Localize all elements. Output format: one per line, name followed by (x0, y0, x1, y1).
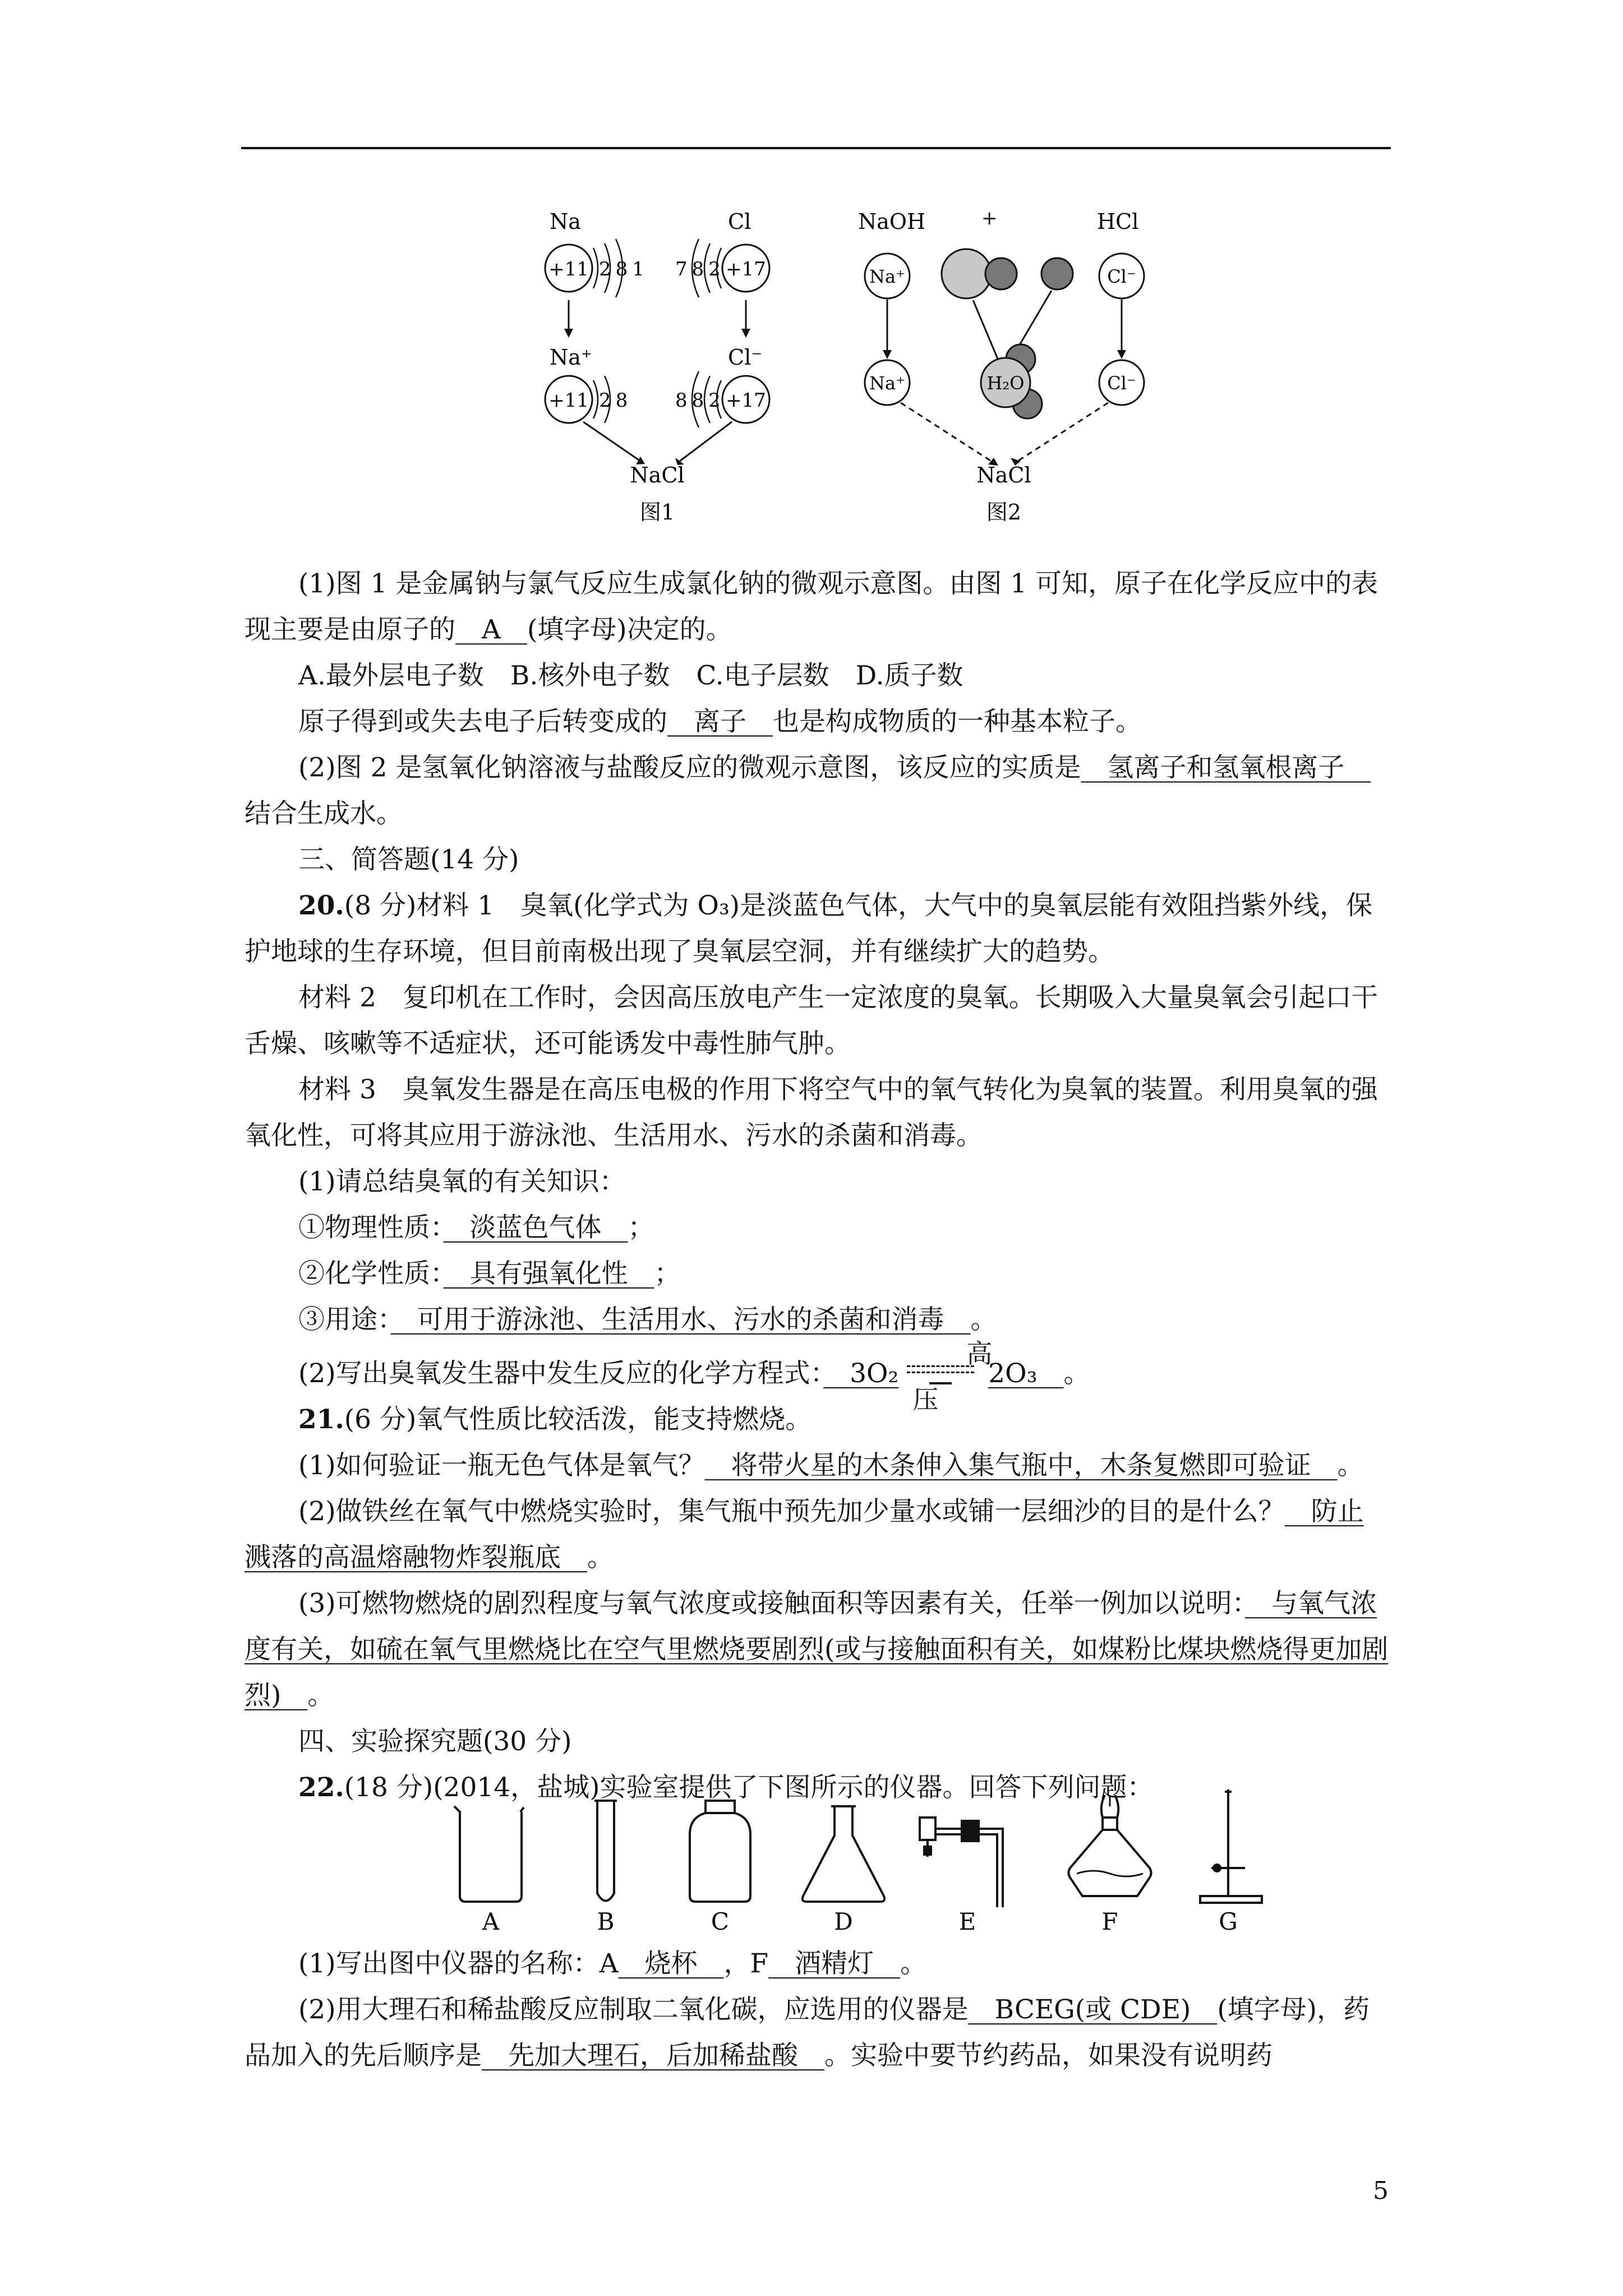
q22-sub1: (1)写出图中仪器的名称：A 烧杯 ，F 酒精灯 。 (298, 1948, 927, 1979)
beaker-icon (454, 1806, 524, 1902)
funnel-tube-stopper-icon (920, 1818, 1003, 1907)
q22-body (245, 1941, 1389, 2079)
na-shells: 281 (599, 258, 649, 280)
q21-sub1: (1)如何验证一瓶无色气体是氧气？ 将带火星的木条伸入集气瓶中，木条复燃即可验证 。 (298, 1450, 1364, 1481)
cl-label: Cl (728, 209, 751, 234)
cl-ion-core: +17 (726, 389, 766, 412)
cl-core: +17 (726, 258, 766, 280)
question-body (245, 561, 1389, 1811)
q20-physical: ①物理性质： 淡蓝色气体 ； (298, 1212, 654, 1243)
cl-ion-top: Cl⁻ (1107, 266, 1136, 287)
q21-sub2: (2)做铁丝在氧气中燃烧实验时，集气瓶中预先加少量水或铺一层细沙的目的是什么？ 防止溅落的高温熔融物炸裂瓶底 。 (245, 1496, 1364, 1573)
q19-options: A.最外层电子数 B.核外电子数 C.电子层数 D.质子数 (298, 660, 963, 691)
q20-chemical: ②化学性质： 具有强氧化性 ； (298, 1258, 681, 1289)
answer-blank: 酒精灯 (768, 1948, 901, 1979)
reaction-condition: 高压 (907, 1353, 980, 1387)
iron-stand-icon (1200, 1789, 1262, 1903)
answer-blank: 防止溅落的高温熔融物炸裂瓶底 (245, 1496, 1364, 1573)
q22-sub2: (2)用大理石和稀盐酸反应制取二氧化碳，应选用的仪器是 BCEG(或 CDE) (填字母)，药品加入的先后顺序是 先加大理石，后加稀盐酸 。实验中要节约药品，如果没有说明药 (245, 1994, 1370, 2071)
plus-sign: + (981, 207, 998, 229)
answer-blank: 2O₃ (988, 1358, 1064, 1389)
conical-flask-icon (803, 1806, 884, 1902)
na-ion-top: Na⁺ (869, 266, 905, 287)
section-3-heading: 三、简答题(14 分) (298, 844, 519, 875)
na-ion-label: Na⁺ (550, 345, 592, 370)
q20-sub1: (1)请总结臭氧的有关知识： (298, 1166, 626, 1197)
label-g: G (1219, 1908, 1238, 1935)
answer-blank: 将带火星的木条伸入集气瓶中，木条复燃即可验证 (704, 1450, 1338, 1481)
nacl-product: NaCl (630, 463, 685, 487)
answer-blank: 氢离子和氢氧根离子 (1081, 752, 1371, 783)
q20-material-2: 材料 2 复印机在工作时，会因高压放电产生一定浓度的臭氧。长期吸入大量臭氧会引起口干舌燥、咳嗽等不适症状，还可能诱发中毒性肺气肿。 (245, 982, 1378, 1059)
header-rule (241, 147, 1391, 149)
answer-blank: 先加大理石，后加稀盐酸 (482, 2040, 824, 2071)
figure-2-neutralization (847, 202, 1161, 539)
label-a: A (482, 1908, 500, 1935)
cl-ion-shells: 882 (675, 389, 725, 412)
na-ion-core: +11 (548, 389, 589, 412)
q20-material-3: 材料 3 臭氧发生器是在高压电极的作用下将空气中的氧气转化为臭氧的装置。利用臭氧的强氧化性，可将其应用于游泳池、生活用水、污水的杀菌和消毒。 (245, 1074, 1378, 1151)
answer-blank: 3O₂ (823, 1358, 899, 1389)
q21-sub3: (3)可燃物燃烧的剧烈程度与氧气浓度或接触面积等因素有关，任举一例加以说明： 与氧气浓度有关，如硫在氧气里燃烧比在空气里燃烧要剧烈(或与接触面积有关，如煤粉比煤块燃烧得更加剧烈) 。 (245, 1588, 1389, 1711)
oxygen-atom (942, 249, 991, 298)
figure-2-caption: 图2 (986, 500, 1022, 524)
na-core: +11 (548, 258, 589, 280)
nacl-product-2: NaCl (976, 463, 1031, 487)
alcohol-lamp-icon (1068, 1795, 1151, 1896)
label-c: C (711, 1908, 730, 1935)
hydrogen-ion-atom (1041, 258, 1073, 289)
test-tube-icon (594, 1801, 617, 1901)
answer-blank: 淡蓝色气体 (443, 1212, 628, 1243)
q20-use: ③用途： 可用于游泳池、生活用水、污水的杀菌和消毒 。 (298, 1304, 997, 1335)
cl-shells: 782 (675, 258, 725, 280)
q19-part1: (1)图 1 是金属钠与氯气反应生成氯化钠的微观示意图。由图 1 可知，原子在化学反应中的表现主要是由原子的 A (填字母)决定的。 (245, 568, 1378, 645)
na-ion-shells: 28 (599, 389, 633, 412)
q20-material-1: 20.(8 分)材料 1 臭氧(化学式为 O₃)是淡蓝色气体，大气中的臭氧层能有效阻挡紫外线，保护地球的生存环境，但目前南极出现了臭氧层空洞，并有继续扩大的趋势。 (245, 890, 1373, 967)
answer-blank: 可用于游泳池、生活用水、污水的杀菌和消毒 (390, 1304, 971, 1335)
q20-equation: (2)写出臭氧发生器中发生反应的化学方程式： 3O₂ 高压 2O₃ 。 (298, 1338, 1090, 1415)
hcl-label: HCl (1097, 209, 1139, 234)
answer-blank: 烧杯 (618, 1948, 724, 1979)
label-d: D (834, 1908, 853, 1935)
cl-ion-label: Cl⁻ (728, 345, 763, 370)
label-b: B (597, 1908, 615, 1935)
answer-blank: 具有强氧化性 (443, 1258, 654, 1289)
hydrogen-atom (985, 258, 1017, 289)
label-f: F (1101, 1908, 1118, 1935)
na-ion-bottom: Na⁺ (869, 372, 905, 394)
q22-intro: 22.(18 分)(2014，盐城)实验室提供了下图所示的仪器。回答下列问题： (298, 1772, 1154, 1803)
page-number: 5 (1373, 2177, 1389, 2205)
answer-blank: 与氧气浓度有关，如硫在氧气里燃烧比在空气里燃烧要剧烈(或与接触面积有关，如煤粉比煤块燃烧得更加剧烈) (245, 1588, 1389, 1711)
figure-1-caption: 图1 (639, 500, 675, 524)
answer-blank: 离子 (667, 706, 773, 737)
water-label: H₂O (986, 372, 1025, 394)
q19-part2: (2)图 2 是氢氧化钠溶液与盐酸反应的微观示意图，该反应的实质是 氢离子和氢氧根离子 结合生成水。 (245, 752, 1371, 829)
naoh-label: NaOH (858, 209, 926, 234)
answer-blank: BCEG(或 CDE) (968, 1994, 1218, 2025)
answer-blank: A (455, 614, 527, 645)
cl-ion-bottom: Cl⁻ (1107, 372, 1136, 394)
section-4-heading: 四、实验探究题(30 分) (298, 1726, 572, 1757)
q21-intro: 21.(6 分)氧气性质比较活泼，能支持燃烧。 (298, 1404, 812, 1435)
q19-ions: 原子得到或失去电子后转变成的 离子 也是构成物质的一种基本粒子。 (298, 706, 1142, 737)
na-label: Na (550, 209, 581, 234)
label-e: E (958, 1908, 976, 1935)
gas-jar-icon (690, 1801, 750, 1902)
figure-1-sodium-chlorine (533, 202, 813, 539)
lab-instruments-figure (437, 1784, 1279, 1935)
